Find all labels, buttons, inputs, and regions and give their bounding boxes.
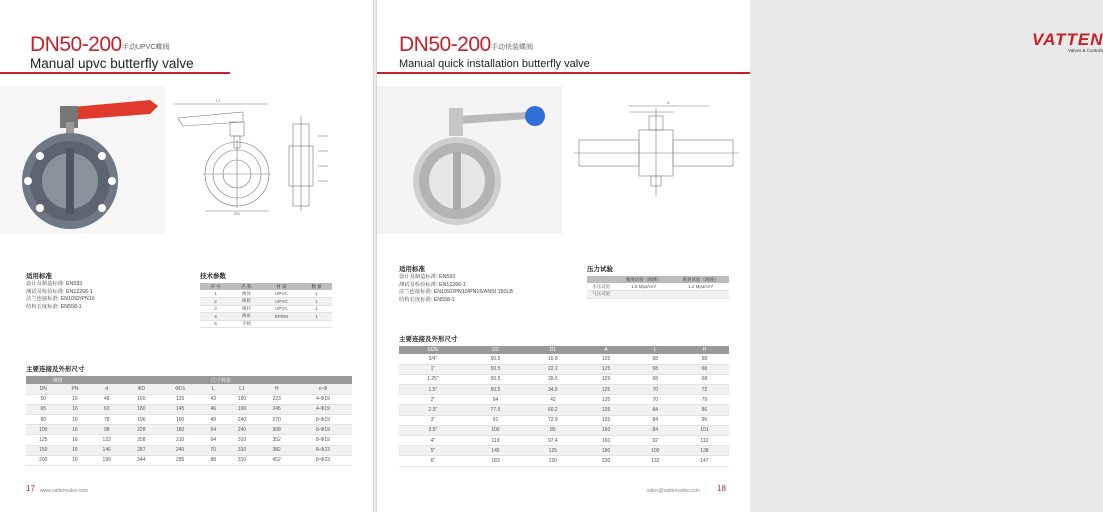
table-cell: 92 — [631, 436, 680, 446]
table-row — [587, 291, 729, 299]
table-cell: 240 — [225, 425, 260, 435]
table-cell: 1.5" — [399, 385, 467, 395]
table-cell: 68 — [680, 354, 729, 364]
model-title: DN50-200 — [399, 33, 491, 56]
table-cell: 91 — [467, 415, 524, 425]
table-cell: 230 — [582, 456, 631, 466]
table-row — [399, 354, 729, 364]
table-cell: 84 — [631, 405, 680, 415]
table-row — [26, 404, 352, 414]
table-header: 强度试验（阀体） — [615, 276, 672, 283]
table-cell: 240 — [159, 445, 202, 455]
table-cell: 42 — [524, 395, 581, 405]
table-cell: 125 — [524, 446, 581, 456]
column-header: n-Φ — [294, 384, 352, 394]
table-row — [587, 283, 729, 291]
table-row — [26, 435, 352, 445]
table-cell: 200 — [26, 455, 61, 465]
table-cell: 125 — [26, 435, 61, 445]
table-cell: 68 — [631, 364, 680, 374]
standards-list — [26, 281, 95, 311]
table-header: 密封试验（阀座） — [672, 276, 729, 283]
accent-rule — [0, 72, 230, 74]
table-cell: 阀体 — [231, 290, 262, 298]
table-cell: 145 — [159, 404, 202, 414]
table-cell: 146 — [89, 445, 124, 455]
table-row — [399, 446, 729, 456]
table-cell: 190 — [225, 394, 260, 404]
table-cell: 1 — [301, 313, 332, 321]
table-cell: 70 — [631, 395, 680, 405]
table-cell: 452 — [259, 455, 294, 465]
table-row — [399, 456, 729, 466]
column-header: D2 — [467, 346, 524, 354]
email: sales@vattenvalve.com — [647, 488, 700, 494]
table-cell: 145 — [467, 446, 524, 456]
table-cell: 水压试验 — [587, 283, 615, 291]
table-cell: 84 — [631, 415, 680, 425]
table-cell: 16 — [61, 425, 90, 435]
table-cell: 125 — [582, 354, 631, 364]
table-header: 序 号 — [200, 283, 231, 290]
table-cell: 310 — [225, 445, 260, 455]
standard-item: 结构长度标准: EN558-1 — [26, 303, 82, 310]
table-cell: 阀座 — [231, 313, 262, 321]
table-cell: 88 — [202, 455, 225, 465]
table-cell: 48 — [89, 394, 124, 404]
dim-label-a: A — [667, 100, 670, 105]
table-cell: 4-Φ19 — [294, 404, 352, 414]
table-cell: 8-Φ19 — [294, 425, 352, 435]
table-cell: 86 — [680, 405, 729, 415]
table-cell: 1 — [200, 290, 231, 298]
table-row — [26, 394, 352, 404]
table-cell: 34.8 — [524, 385, 581, 395]
dims-heading: 主要连接及外形尺寸 — [399, 336, 458, 343]
table-cell: 77.5 — [467, 405, 524, 415]
table-cell: 138 — [680, 446, 729, 456]
table-cell: 64 — [467, 395, 524, 405]
table-cell: 6" — [399, 456, 467, 466]
column-header: D1 — [524, 346, 581, 354]
table-cell: 97.4 — [524, 436, 581, 446]
product-photo — [377, 86, 562, 234]
table-cell: 310 — [225, 435, 260, 445]
table-cell: 150 — [26, 445, 61, 455]
cn-subtitle: 手动快装蝶阀 — [491, 44, 533, 51]
table-cell: 1" — [399, 364, 467, 374]
table-cell: EPDM — [262, 313, 301, 321]
table-row — [399, 425, 729, 435]
table-cell: 106 — [467, 425, 524, 435]
column-header: H — [259, 384, 294, 394]
table-header: 数 量 — [301, 283, 332, 290]
table-cell: 54 — [202, 425, 225, 435]
table-cell: 5" — [399, 446, 467, 456]
en-title: Manual upvc butterfly valve — [30, 56, 194, 71]
table-cell: 4-Φ19 — [294, 394, 352, 404]
table-cell: 180 — [159, 425, 202, 435]
product-photo — [0, 86, 165, 234]
parts-table — [200, 283, 332, 328]
table-cell: 382 — [259, 445, 294, 455]
table-cell: 160 — [159, 415, 202, 425]
table-cell: 阀杆 — [231, 305, 262, 313]
table-cell: 2 — [200, 298, 231, 306]
table-cell: 8-Φ19 — [294, 435, 352, 445]
table-row — [200, 305, 332, 313]
dims-body — [399, 354, 729, 466]
table-cell: 98 — [89, 425, 124, 435]
table-cell: 228 — [124, 425, 159, 435]
table-cell: 16 — [61, 394, 90, 404]
table-cell: 50 — [26, 394, 61, 404]
table-cell: 125 — [582, 385, 631, 395]
table-cell: UPVC — [262, 290, 301, 298]
table-cell: 70 — [631, 385, 680, 395]
table-cell: 135 — [582, 395, 631, 405]
table-cell: 16 — [61, 445, 90, 455]
table-cell: 手柄 — [231, 320, 262, 328]
table-cell: 16 — [61, 415, 90, 425]
standards-heading: 适用标准 — [26, 273, 52, 280]
table-cell: 1.2 Mpa/cm² — [672, 283, 729, 291]
column-header: L — [202, 384, 225, 394]
standards-list — [399, 274, 513, 304]
table-cell: 阀板 — [231, 298, 262, 306]
table-cell: 125 — [582, 374, 631, 384]
standard-item: 结构长度标准: EN558-1 — [399, 296, 455, 303]
table-cell: 1.5 Mpa/cm² — [615, 283, 672, 291]
group-header: 尺寸列表 — [89, 376, 352, 384]
table-cell: UPVC — [262, 305, 301, 313]
table-cell: 210 — [159, 435, 202, 445]
table-header-row — [26, 384, 352, 394]
table-cell: 43 — [202, 394, 225, 404]
table-cell: 70 — [202, 445, 225, 455]
table-cell: 4" — [399, 436, 467, 446]
table-cell: 308 — [259, 425, 294, 435]
table-row — [399, 395, 729, 405]
table-cell: 196 — [124, 415, 159, 425]
table-cell: 96 — [680, 415, 729, 425]
table-row — [200, 320, 332, 328]
table-cell: 150 — [524, 456, 581, 466]
column-header: ΦD1 — [159, 384, 202, 394]
table-cell: 270 — [259, 415, 294, 425]
table-row — [200, 313, 332, 321]
technical-drawing — [168, 96, 373, 216]
table-cell: 8-Φ23 — [294, 445, 352, 455]
table-cell: UPVC — [262, 298, 301, 306]
dims-table — [399, 346, 729, 467]
table-cell: 80 — [26, 415, 61, 425]
table-cell: 3.5" — [399, 425, 467, 435]
column-header: d — [89, 384, 124, 394]
table-header — [587, 276, 615, 283]
table-cell: 258 — [124, 435, 159, 445]
table-cell: 78 — [89, 415, 124, 425]
table-cell: 122 — [89, 435, 124, 445]
table-cell: 287 — [124, 445, 159, 455]
table-row — [399, 385, 729, 395]
table-header-row — [399, 346, 729, 354]
table-cell — [672, 291, 729, 299]
column-header: PN — [61, 384, 90, 394]
table-cell: 240 — [225, 415, 260, 425]
dim-label-d: ΦD — [234, 211, 241, 216]
right-page — [377, 0, 1103, 512]
table-cell: 50.5 — [467, 374, 524, 384]
table-cell: 50.5 — [467, 354, 524, 364]
column-header: ΦD — [124, 384, 159, 394]
table-cell: 295 — [159, 455, 202, 465]
standard-item: 设计及制造标准: EN593 — [399, 274, 456, 280]
table-row — [399, 364, 729, 374]
table-cell: 135 — [582, 405, 631, 415]
standard-item: 设计及制造标准: EN593 — [26, 281, 83, 287]
table-row — [26, 445, 352, 455]
table-cell: 2.5" — [399, 405, 467, 415]
table-cell: 223 — [259, 394, 294, 404]
table-cell: 15.8 — [524, 354, 581, 364]
table-cell: 3" — [399, 415, 467, 425]
table-cell: 352 — [259, 435, 294, 445]
table-cell: 119 — [467, 436, 524, 446]
table-cell: 85 — [524, 425, 581, 435]
brand-logo — [1032, 30, 1103, 53]
table-header: 材 质 — [262, 283, 301, 290]
table-cell: 310 — [225, 455, 260, 465]
table-cell: 22.1 — [524, 364, 581, 374]
dims-heading: 主要连接及外形尺寸 — [26, 366, 85, 373]
table-cell: 190 — [225, 404, 260, 414]
standard-item: 测试及检验标准: EN12266-1 — [399, 281, 466, 288]
table-cell: 60.2 — [524, 405, 581, 415]
table-cell: 68 — [680, 374, 729, 384]
table-cell: 68 — [680, 364, 729, 374]
table-cell: 63 — [89, 404, 124, 414]
table-cell: 3/4" — [399, 354, 467, 364]
table-cell: 132 — [631, 456, 680, 466]
table-cell: 84 — [631, 425, 680, 435]
table-cell: 183 — [467, 456, 524, 466]
table-row — [399, 415, 729, 425]
table-cell: 72.9 — [524, 415, 581, 425]
standard-item: 法兰连接标准: EN1092/PN10/PN16/ANSI 150LB — [399, 289, 513, 296]
table-cell: 72 — [680, 385, 729, 395]
table-cell: 65 — [26, 404, 61, 414]
pressure-table — [587, 276, 729, 299]
model-title: DN50-200 — [30, 33, 122, 56]
left-page — [0, 0, 373, 512]
technical-drawing — [569, 100, 749, 200]
table-cell: 46 — [202, 404, 225, 414]
table-row — [26, 415, 352, 425]
logo-wordmark: VATTEN — [1032, 30, 1103, 49]
table-cell: 344 — [124, 455, 159, 465]
pressure-heading: 压力试验 — [587, 266, 613, 273]
dim-label-l1: L1 — [216, 98, 221, 103]
table-cell: 160 — [582, 436, 631, 446]
table-cell: 气压试验 — [587, 291, 615, 299]
column-header: SIZE — [399, 346, 467, 354]
table-cell: 2" — [399, 395, 467, 405]
parts-heading: 技术参数 — [200, 273, 226, 280]
table-row — [399, 436, 729, 446]
table-cell: 5 — [200, 320, 231, 328]
table-cell: 245 — [259, 404, 294, 414]
table-cell: 79 — [680, 395, 729, 405]
table-cell: 8-Φ23 — [294, 455, 352, 465]
table-cell: 4 — [200, 313, 231, 321]
table-cell: 1 — [301, 290, 332, 298]
table-cell: 135 — [582, 415, 631, 425]
table-cell: 1 — [301, 305, 332, 313]
column-header: H — [680, 346, 729, 354]
table-header: 名 称 — [231, 283, 262, 290]
table-cell: 50.5 — [467, 385, 524, 395]
table-cell: 64 — [202, 435, 225, 445]
table-row — [399, 405, 729, 415]
table-cell: 50.5 — [467, 364, 524, 374]
table-cell: 100 — [26, 425, 61, 435]
table-cell — [262, 320, 301, 328]
table-cell: 101 — [680, 425, 729, 435]
page-number: 17 — [26, 484, 35, 493]
table-cell: 160 — [124, 394, 159, 404]
table-cell: 8-Φ19 — [294, 415, 352, 425]
table-cell: 147 — [680, 456, 729, 466]
table-cell: 110 — [680, 436, 729, 446]
table-cell: 180 — [124, 404, 159, 414]
table-cell: 16 — [61, 455, 90, 465]
table-cell: 68 — [631, 374, 680, 384]
accent-rule — [377, 72, 750, 74]
dims-table — [26, 376, 352, 466]
column-header: DN — [26, 384, 61, 394]
table-cell: 125 — [159, 394, 202, 404]
table-row — [26, 425, 352, 435]
website: www.vattenvalve.com — [40, 488, 89, 494]
column-header: L — [631, 346, 680, 354]
table-cell — [301, 320, 332, 328]
table-cell: 199 — [89, 455, 124, 465]
logo-tagline: Valves & Controls — [1068, 48, 1103, 53]
table-row — [26, 455, 352, 465]
table-cell: 1.25" — [399, 374, 467, 384]
table-cell — [615, 291, 672, 299]
table-row — [399, 374, 729, 384]
standards-heading: 适用标准 — [399, 266, 425, 273]
group-header: 规格 — [26, 376, 89, 384]
table-cell: 1 — [301, 298, 332, 306]
table-cell: 160 — [582, 425, 631, 435]
table-row — [200, 298, 332, 306]
column-header: A — [582, 346, 631, 354]
cn-subtitle: 手动UPVC蝶阀 — [122, 44, 170, 51]
table-cell: 190 — [582, 446, 631, 456]
table-cell: 49 — [202, 415, 225, 425]
table-cell: 3 — [200, 305, 231, 313]
table-cell: 16 — [61, 404, 90, 414]
page-number: 18 — [717, 484, 726, 493]
table-cell: 100 — [631, 446, 680, 456]
en-title: Manual quick installation butterfly valve — [399, 58, 590, 70]
table-cell: 28.5 — [524, 374, 581, 384]
table-cell: 16 — [61, 435, 90, 445]
table-row — [200, 290, 332, 298]
standard-item: 测试及检验标准: EN12266-1 — [26, 288, 93, 295]
table-cell: 68 — [631, 354, 680, 364]
dims-body — [26, 384, 352, 466]
table-cell: 125 — [582, 364, 631, 374]
standard-item: 法兰连接标准: EN1092/PN10 — [26, 296, 95, 303]
column-header: L1 — [225, 384, 260, 394]
